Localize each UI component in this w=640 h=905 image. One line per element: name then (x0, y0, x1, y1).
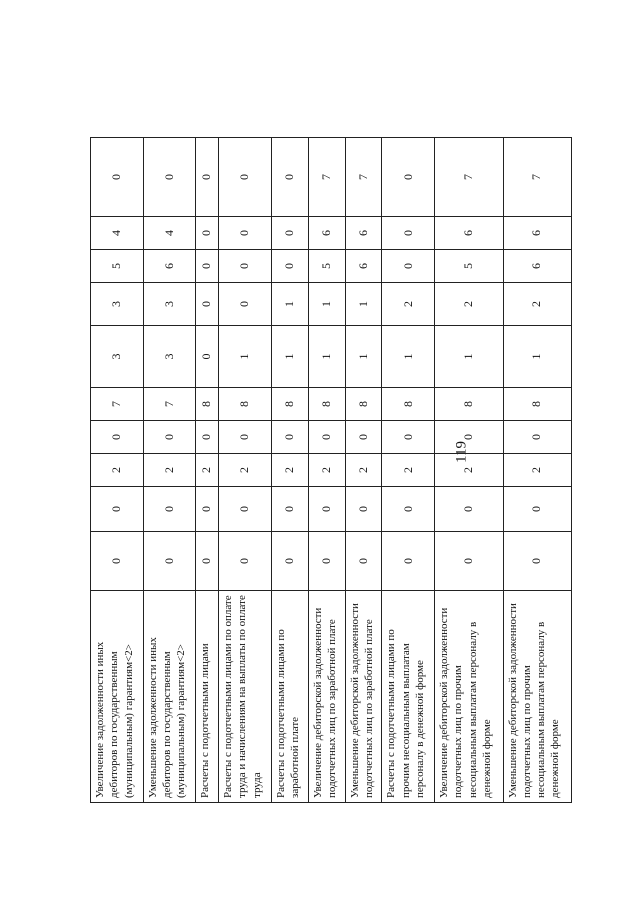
cell: 2 (218, 454, 271, 487)
cell: 0 (503, 532, 571, 591)
cell: 3 (143, 283, 196, 326)
rotated-table-wrapper (90, 138, 572, 803)
cell: 0 (196, 283, 219, 326)
cell: 0 (345, 421, 382, 454)
row-label: Уменьшение дебиторской задолженности подотчетных лиц по заработной плате (345, 591, 382, 803)
cell: 0 (143, 138, 196, 217)
cell: 1 (308, 326, 345, 388)
cell: 0 (218, 487, 271, 532)
row-label: Расчеты с подотчетными лицами по оплате труда и начислениям на выплаты по оплате труда (218, 591, 271, 803)
cell: 6 (143, 250, 196, 283)
cell: 0 (218, 532, 271, 591)
cell: 0 (196, 487, 219, 532)
cell: 0 (271, 487, 308, 532)
table-row (345, 138, 382, 803)
cell: 0 (91, 532, 144, 591)
cell: 1 (382, 326, 435, 388)
cell: 0 (435, 487, 503, 532)
cell: 6 (435, 217, 503, 250)
cell: 8 (503, 388, 571, 421)
cell: 0 (308, 487, 345, 532)
cell: 7 (91, 388, 144, 421)
cell: 0 (196, 250, 219, 283)
cell: 6 (503, 217, 571, 250)
page-number: 119 (453, 441, 470, 463)
row-label: Расчеты с подотчетными лицами по заработной плате (271, 591, 308, 803)
cell: 0 (218, 421, 271, 454)
cell: 8 (308, 388, 345, 421)
cell: 0 (345, 487, 382, 532)
cell: 0 (196, 421, 219, 454)
cell: 8 (382, 388, 435, 421)
cell: 6 (345, 217, 382, 250)
table-row (503, 138, 571, 803)
accounts-table (90, 137, 572, 803)
cell: 2 (503, 283, 571, 326)
cell: 7 (503, 138, 571, 217)
cell: 0 (91, 487, 144, 532)
cell: 0 (143, 421, 196, 454)
cell: 7 (345, 138, 382, 217)
cell: 0 (382, 487, 435, 532)
cell: 7 (143, 388, 196, 421)
cell: 1 (308, 283, 345, 326)
cell: 0 (196, 326, 219, 388)
cell: 0 (271, 138, 308, 217)
cell: 8 (271, 388, 308, 421)
cell: 8 (345, 388, 382, 421)
row-label: Уменьшение задолженности иных дебиторов по государственным (муниципальным) гарантиям<2> (143, 591, 196, 803)
cell: 0 (218, 283, 271, 326)
table-row (91, 138, 144, 803)
cell: 0 (91, 421, 144, 454)
cell: 2 (196, 454, 219, 487)
cell: 8 (218, 388, 271, 421)
cell: 0 (143, 487, 196, 532)
table-row (271, 138, 308, 803)
cell: 0 (218, 250, 271, 283)
cell: 0 (196, 217, 219, 250)
table-row (382, 138, 435, 803)
cell: 2 (435, 454, 503, 487)
cell: 2 (503, 454, 571, 487)
row-label: Увеличение дебиторской задолженности подотчетных лиц по заработной плате (308, 591, 345, 803)
cell: 2 (345, 454, 382, 487)
table-row (143, 138, 196, 803)
cell: 1 (345, 283, 382, 326)
cell: 3 (91, 326, 144, 388)
cell: 3 (143, 326, 196, 388)
row-label: Расчеты с подотчетными лицами (196, 591, 219, 803)
cell: 8 (196, 388, 219, 421)
cell: 1 (345, 326, 382, 388)
cell: 0 (435, 532, 503, 591)
cell: 2 (382, 454, 435, 487)
cell: 2 (435, 283, 503, 326)
cell: 3 (91, 283, 144, 326)
cell: 0 (308, 421, 345, 454)
table-row (196, 138, 219, 803)
cell: 0 (196, 532, 219, 591)
cell: 6 (308, 217, 345, 250)
cell: 5 (308, 250, 345, 283)
cell: 0 (218, 138, 271, 217)
cell: 4 (91, 217, 144, 250)
cell: 2 (143, 454, 196, 487)
cell: 1 (503, 326, 571, 388)
cell: 2 (308, 454, 345, 487)
cell: 7 (435, 138, 503, 217)
cell: 0 (218, 217, 271, 250)
cell: 0 (271, 250, 308, 283)
cell: 0 (91, 138, 144, 217)
cell: 0 (382, 138, 435, 217)
cell: 0 (345, 532, 382, 591)
cell: 5 (435, 250, 503, 283)
row-label: Уменьшение дебиторской задолженности подотчетных лиц по прочим несоциальным выплатам персоналу в денежной форме (503, 591, 571, 803)
cell: 2 (271, 454, 308, 487)
row-label: Увеличение задолженности иных дебиторов по государственным (муниципальным) гарантиям<2> (91, 591, 144, 803)
cell: 0 (503, 421, 571, 454)
cell: 0 (503, 487, 571, 532)
cell: 0 (271, 421, 308, 454)
table-row (308, 138, 345, 803)
cell: 6 (345, 250, 382, 283)
cell: 1 (218, 326, 271, 388)
cell: 0 (382, 217, 435, 250)
cell: 6 (503, 250, 571, 283)
table-row (435, 138, 503, 803)
row-label: Увеличение дебиторской задолженности подотчетных лиц по прочим несоциальным выплатам персоналу в денежной форме (435, 591, 503, 803)
cell: 1 (271, 283, 308, 326)
table-row (218, 138, 271, 803)
cell: 2 (91, 454, 144, 487)
cell: 1 (271, 326, 308, 388)
row-label: Расчеты с подотчетными лицами по прочим несоциальным выплатам персоналу в денежной форме (382, 591, 435, 803)
cell: 0 (271, 532, 308, 591)
cell: 5 (91, 250, 144, 283)
cell: 0 (196, 138, 219, 217)
cell: 2 (382, 283, 435, 326)
cell: 0 (271, 217, 308, 250)
cell: 0 (143, 532, 196, 591)
cell: 0 (382, 532, 435, 591)
cell: 0 (308, 532, 345, 591)
cell: 0 (435, 421, 503, 454)
cell: 0 (382, 250, 435, 283)
cell: 7 (308, 138, 345, 217)
cell: 4 (143, 217, 196, 250)
cell: 0 (382, 421, 435, 454)
cell: 8 (435, 388, 503, 421)
cell: 1 (435, 326, 503, 388)
